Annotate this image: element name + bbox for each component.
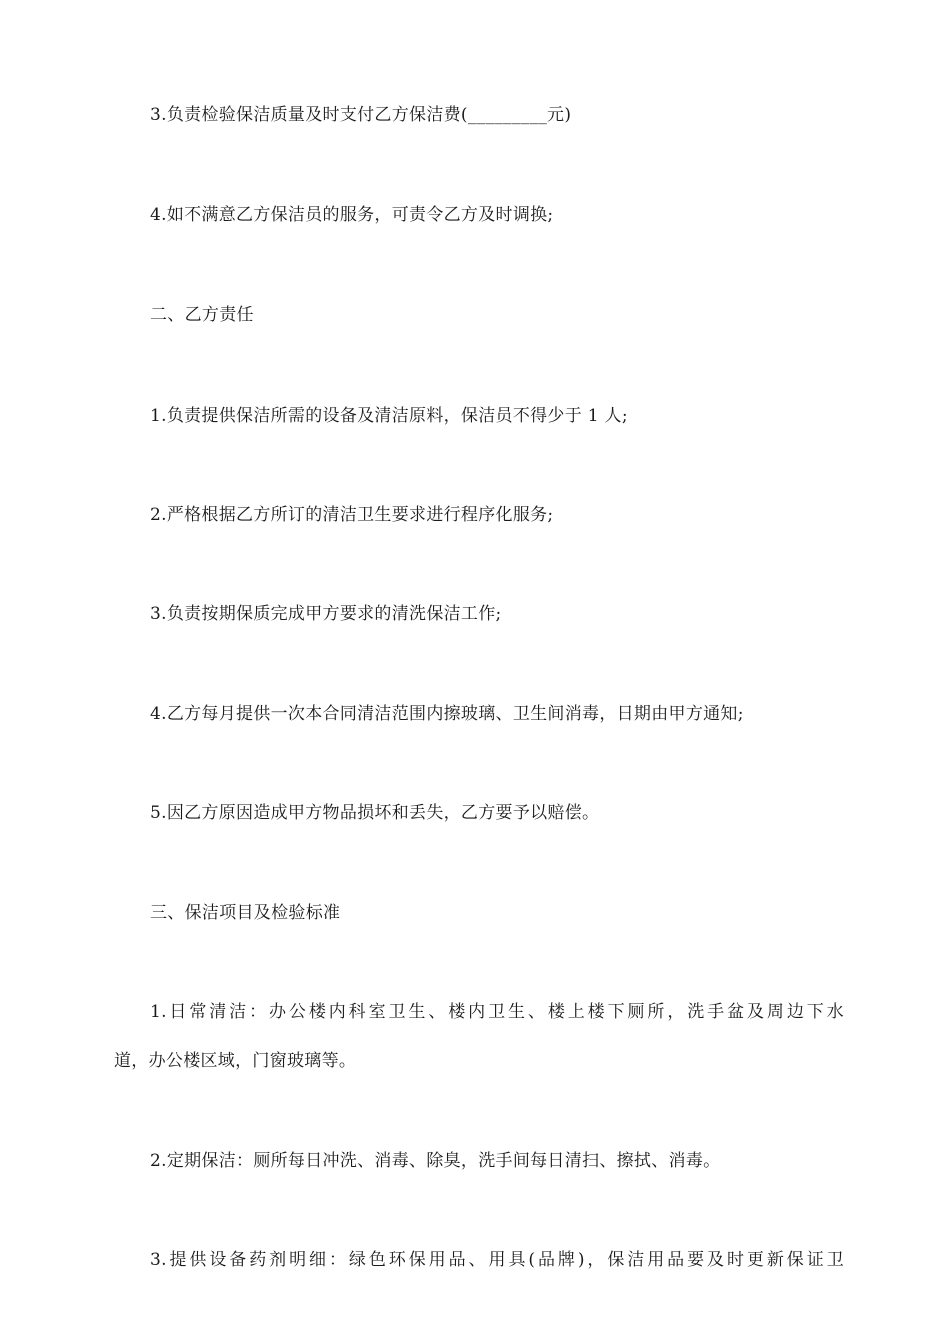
clause-party-a-4: 4.如不满意乙方保洁员的服务，可责令乙方及时调换; [150, 205, 554, 225]
clause-party-b-2: 2.严格根据乙方所订的清洁卫生要求进行程序化服务; [150, 505, 554, 525]
section-heading-cleaning-items: 三、保洁项目及检验标准 [150, 903, 341, 923]
clause-party-b-5: 5.因乙方原因造成甲方物品损坏和丢失，乙方要予以赔偿。 [150, 803, 600, 823]
section-heading-party-b: 二、乙方责任 [150, 305, 254, 325]
clause-party-b-1: 1.负责提供保洁所需的设备及清洁原料，保洁员不得少于 1 人; [150, 406, 628, 426]
clause-party-a-3: 3.负责检验保洁质量及时支付乙方保洁费(_________元) [150, 105, 572, 125]
clause-party-b-4: 4.乙方每月提供一次本合同清洁范围内擦玻璃、卫生间消毒，日期由甲方通知; [150, 704, 744, 724]
clause-cleaning-1-line2: 道，办公楼区域，门窗玻璃等。 [114, 1051, 357, 1071]
clause-party-b-3: 3.负责按期保质完成甲方要求的清洗保洁工作; [150, 604, 502, 624]
clause-cleaning-1-line1: 1.日常清洁：办公楼内科室卫生、楼内卫生、楼上楼下厕所，洗手盆及周边下水 [150, 1002, 844, 1022]
clause-cleaning-3-line1: 3.提供设备药剂明细：绿色环保用品、用具(品牌)，保洁用品要及时更新保证卫 [150, 1250, 844, 1270]
clause-cleaning-2: 2.定期保洁：厕所每日冲洗、消毒、除臭，洗手间每日清扫、擦拭、消毒。 [150, 1151, 721, 1171]
